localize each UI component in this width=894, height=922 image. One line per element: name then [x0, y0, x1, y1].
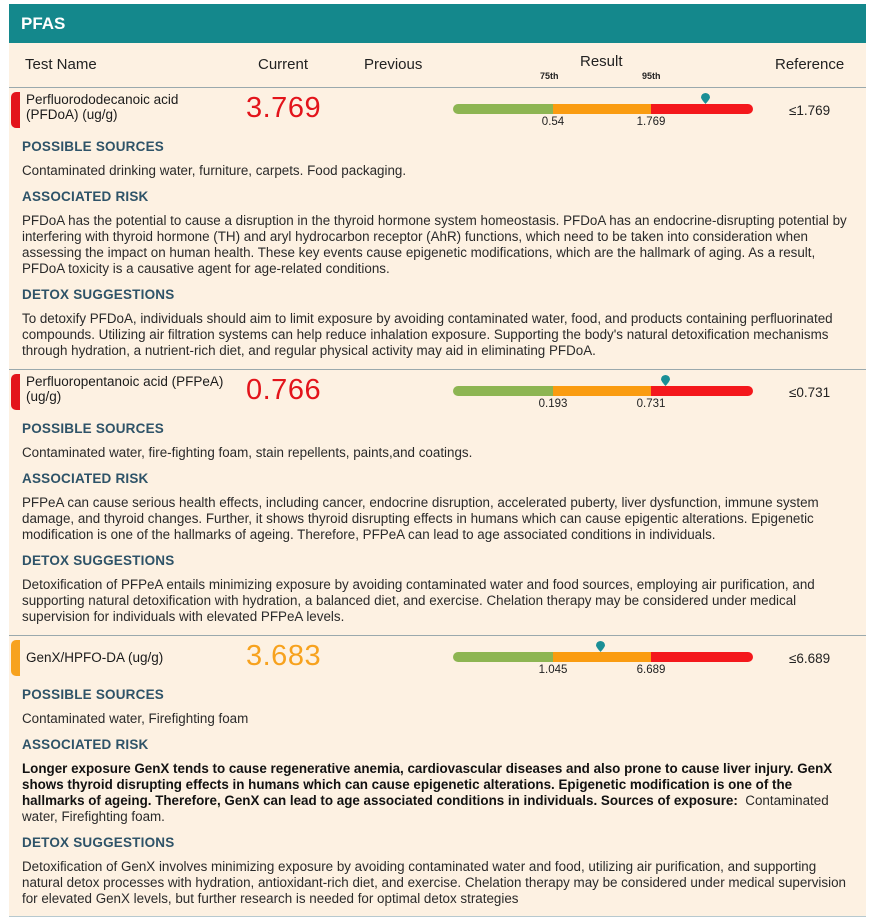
p95-value: 0.731 [636, 398, 666, 410]
marker-reference: ≤1.769 [789, 103, 831, 118]
marker-row [9, 88, 866, 132]
p95-value: 1.769 [636, 116, 666, 128]
marker-details [9, 687, 866, 907]
marker-row [9, 370, 866, 414]
location-pin-icon [661, 375, 670, 386]
marker-block [9, 88, 866, 359]
associated-risk-heading: ASSOCIATED RISK [22, 737, 149, 752]
possible-sources-text: Contaminated water, fire-fighting foam, stain repellents, paints,and coatings. [22, 445, 473, 460]
location-pin-icon [701, 93, 710, 104]
possible-sources-heading: POSSIBLE SOURCES [22, 421, 164, 436]
bar-segment-high [651, 104, 753, 114]
column-header [9, 43, 866, 88]
detox-heading: DETOX SUGGESTIONS [22, 835, 175, 850]
p75-value: 1.045 [538, 664, 568, 676]
bar-segment-low [453, 652, 553, 662]
detox-heading: DETOX SUGGESTIONS [22, 553, 175, 568]
column-previous: Previous [364, 56, 423, 73]
detox-heading: DETOX SUGGESTIONS [22, 287, 175, 302]
result-bar [453, 378, 753, 408]
marker-current-value: 3.683 [246, 640, 322, 672]
status-tab [11, 374, 20, 410]
marker-current-value: 3.769 [246, 92, 322, 124]
marker-current-value: 0.766 [246, 374, 322, 406]
detox-text: Detoxification of GenX involves minimizing exposure by avoiding contaminated water and food, utilizing air purification, and supporting natural detox processes with hydration, antioxidant-rich diet, and exercise. Chelation therapy may be considered under medical supervision for elevated GenX levels, but further research is needed for optimal detox strategies [22, 859, 846, 906]
bar-segment-mid [553, 386, 651, 396]
column-test-name: Test Name [25, 56, 97, 73]
column-current: Current [258, 56, 309, 73]
associated-risk-heading: ASSOCIATED RISK [22, 471, 149, 486]
result-bar [453, 644, 753, 674]
marker-reference: ≤6.689 [789, 651, 831, 666]
marker-reference: ≤0.731 [789, 385, 831, 400]
marker-row [9, 636, 866, 680]
bar-segment-mid [553, 652, 651, 662]
associated-risk-heading: ASSOCIATED RISK [22, 189, 149, 204]
column-reference: Reference [775, 56, 845, 73]
marker-name: GenX/HPFO-DA (ug/g) [26, 650, 164, 665]
bar-segment-low [453, 386, 553, 396]
location-pin-icon [596, 641, 605, 652]
pfas-panel [9, 4, 866, 917]
panel-title: PFAS [9, 4, 866, 43]
possible-sources-text: Contaminated water, Firefighting foam [22, 711, 249, 726]
detox-text: Detoxification of PFPeA entails minimizing exposure by avoiding contaminated water and food sources, employing air purification, and supporting natural detoxification with hydration, a balanced diet, and exercise. Chelation therapy may be considered under medical supervision for individuals with elevated PFPeA levels. [22, 577, 815, 624]
possible-sources-heading: POSSIBLE SOURCES [22, 139, 164, 154]
status-tab [11, 640, 20, 676]
possible-sources-heading: POSSIBLE SOURCES [22, 687, 164, 702]
marker-name: Perfluorododecanoic acid (PFDoA) (ug/g) [26, 92, 179, 122]
p95-value: 6.689 [636, 664, 666, 676]
bar-segment-mid [553, 104, 651, 114]
column-75th: 75th [540, 71, 559, 81]
column-95th: 95th [642, 71, 661, 81]
p75-value: 0.54 [541, 116, 565, 128]
status-tab [11, 92, 20, 128]
result-bar [453, 96, 753, 126]
bar-segment-low [453, 104, 553, 114]
associated-risk-main: Longer exposure GenX tends to cause regenerative anemia, cardiovascular diseases and also prone to cause liver injury. GenX shows thyroid disrupting effects in humans which can cause epigenetic alterations. Epigenetic modification is one of the hallmarks of ageing. Therefore, GenX can lead to age associated conditions in individuals. Sources of exposure: [22, 761, 833, 808]
detox-text: To detoxify PFDoA, individuals should aim to limit exposure by avoiding contaminated water, food, and products containing perfluorinated compounds. Utilizing air filtration systems can help reduce inhalation exposure. Supporting the body's natural detoxification mechanisms through hydration, a nutrient-rich diet, and regular physical activity may aid in eliminating PFDoA. [22, 311, 833, 358]
marker-details [9, 139, 866, 359]
bar-segment-high [651, 386, 753, 396]
associated-risk-tail: Contaminated water, Firefighting foam. [22, 793, 829, 824]
marker-block [9, 370, 866, 625]
possible-sources-text: Contaminated drinking water, furniture, carpets. Food packaging. [22, 163, 407, 178]
associated-risk-text: PFPeA can cause serious health effects, including cancer, endocrine disruption, accelerated puberty, liver dysfunction, immune system damage, and thyroid changes. Further, it shows thyroid disrupting effects in humans which can cause epigentic alterations. Epigenetic modification is one of the hallmarks of ageing. Therefore, PFPeA can lead to age associated conditions in individuals. [22, 495, 819, 542]
p75-value: 0.193 [538, 398, 568, 410]
bar-segment-high [651, 652, 753, 662]
column-result: Result [580, 53, 623, 70]
associated-risk-text [22, 761, 850, 825]
marker-details [9, 421, 866, 625]
marker-name: Perfluoropentanoic acid (PFPeA) (ug/g) [26, 374, 224, 404]
marker-block [9, 636, 866, 907]
associated-risk-text: PFDoA has the potential to cause a disruption in the thyroid hormone system homeostasis. PFDoA has an endocrine-disrupting potential by interfering with thyroid hormone (TH) and aryl hydrocarbon receptor (AhR) functions, which need to be taken into consideration when assessing the impact on human health. These key events cause epigenetic modifications, which are the hallmark of aging. As a result, PFDoA toxicity is a causative agent for age-related conditions. [22, 213, 847, 276]
